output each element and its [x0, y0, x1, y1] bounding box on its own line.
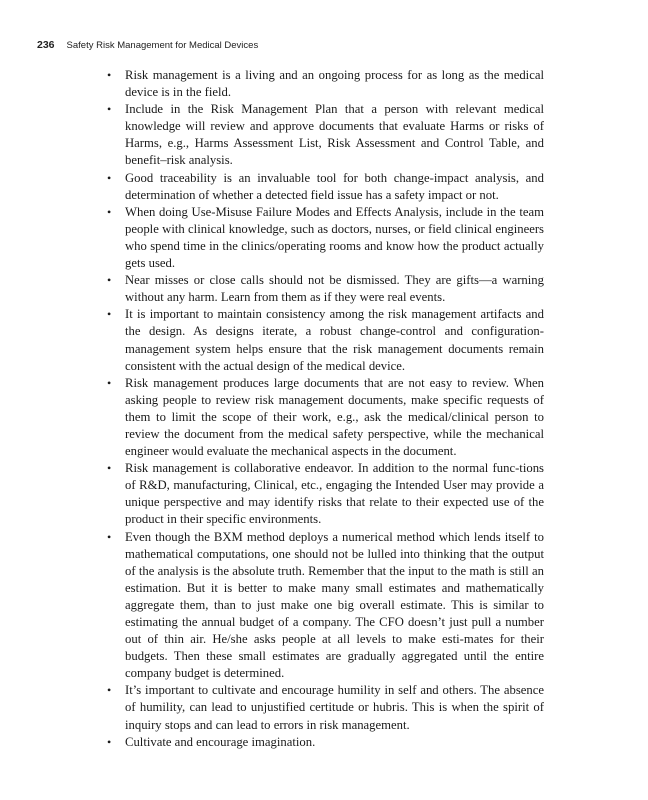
- bullet-item: [107, 101, 544, 169]
- bullet-item: [107, 375, 544, 460]
- bullet-text: Risk management is a living and an ongoing process for as long as the medical device is in the field.: [125, 68, 544, 100]
- bullet-icon: •: [107, 734, 112, 749]
- page-number: 236: [37, 39, 55, 51]
- bullet-item: [107, 682, 544, 733]
- bullet-icon: •: [107, 461, 112, 476]
- bullet-item: [107, 529, 544, 683]
- bullet-text: Near misses or close calls should not be dismissed. They are gifts—a warning without any harm. Learn from them as if they were real events.: [125, 273, 544, 305]
- bullet-text: Even though the BXM method deploys a numerical method which lends itself to mathematical computations, one should not be lulled into thinking that the output of the analysis is the absolute truth. Remember that the input to the math is still an estimation. But it is better to make many small estimates and mathematically aggregate them, than to just make one big overall estimate. This is similar to estimating the annual budget of a company. The CFO doesn’t just pull a number out of thin air. He/she asks people at all levels to make esti-mates for their budgets. Then these small estimates are gradually aggregated until the entire company budget is determined.: [125, 529, 544, 681]
- bullet-text: It is important to maintain consistency among the risk management artifacts and the design. As designs iterate, a robust change-control and configuration-management system helps ensure that the risk management documents remain consistent with the actual design of the medical device.: [125, 307, 544, 373]
- bullet-text: Cultivate and encourage imagination.: [125, 734, 316, 749]
- running-head: [37, 39, 258, 51]
- bullet-icon: •: [107, 68, 112, 82]
- bullet-text: It’s important to cultivate and encourage humility in self and others. The absence of humility, can lead to unjustified certitude or hubris. This is when the spirit of inquiry stops and can lead to errors in risk management.: [125, 683, 544, 732]
- bullet-icon: •: [107, 529, 112, 544]
- bullet-item: [107, 170, 544, 204]
- bullet-icon: •: [107, 375, 112, 390]
- bullet-item: [107, 460, 544, 528]
- bullet-text: Risk management is collaborative endeavor. In addition to the normal func-tions of R&D, manufacturing, Clinical, etc., engaging the Intended User may provide a unique perspective and may identify risks that relate to their expected use of the product in their specific environments.: [125, 461, 544, 527]
- bullet-list: [107, 67, 544, 751]
- book-title: Safety Risk Management for Medical Devices: [66, 40, 259, 51]
- bullet-text: When doing Use-Misuse Failure Modes and Effects Analysis, include in the team people with clinical knowledge, such as doctors, nurses, or field clinical engineers who spend time in the clinics/operating rooms and know how the product actually gets used.: [125, 204, 544, 271]
- bullet-text: Good traceability is an invaluable tool for both change-impact analysis, and determination of whether a detected field issue has a safety impact or not.: [125, 170, 544, 202]
- bullet-item: [107, 67, 544, 101]
- bullet-item: [107, 204, 544, 272]
- bullet-item: [107, 306, 544, 374]
- bullet-icon: •: [107, 102, 112, 117]
- bullet-item: [107, 734, 544, 751]
- bullet-text: Risk management produces large documents that are not easy to review. When asking people to review risk management documents, make specific requests of them to limit the scope of their work, e.g., ask the medical/clinical person to review the document from the medical safety perspective, while the mechanical engineer would evaluate the mechanical aspects in the document.: [125, 375, 544, 459]
- bullet-icon: •: [107, 204, 112, 219]
- bullet-text: Include in the Risk Management Plan that a person with relevant medical knowledge will review and approve documents that evaluate Harms or risks of Harms, e.g., Harms Assessment List, Risk Assessment and Control Table, and benefit–risk analysis.: [125, 102, 544, 168]
- bullet-icon: •: [107, 273, 112, 288]
- bullet-icon: •: [107, 683, 112, 698]
- bullet-item: [107, 272, 544, 306]
- bullet-icon: •: [107, 307, 112, 322]
- bullet-icon: •: [107, 170, 112, 185]
